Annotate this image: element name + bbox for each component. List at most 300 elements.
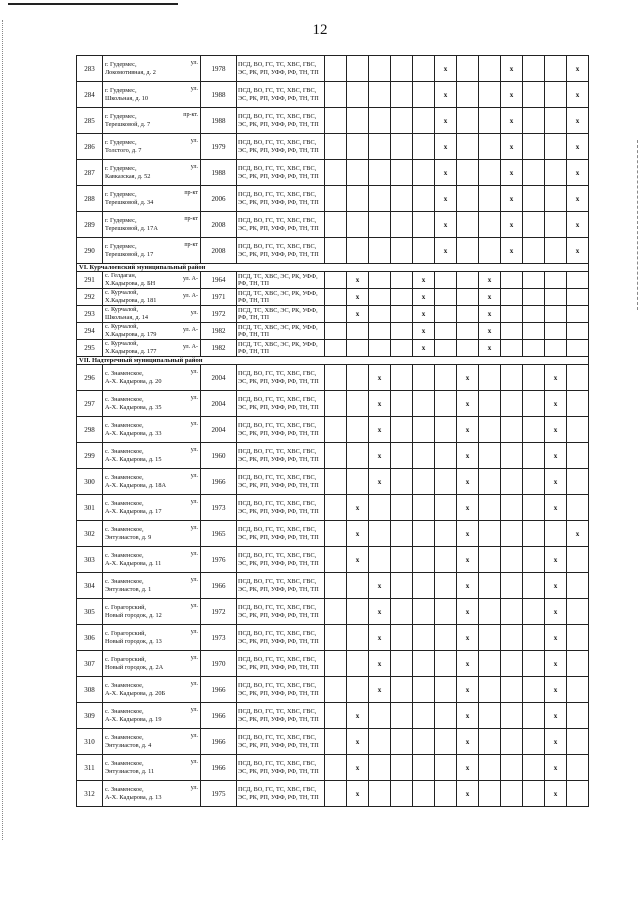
mark-cell [413,212,435,238]
street-type: ул. [190,499,198,505]
table-row [77,108,589,134]
mark-cell-x: x [545,391,567,417]
mark-cell-x: x [347,306,369,323]
mark-cell [391,340,413,357]
year-cell: 1972 [201,306,237,323]
mark-cell [325,781,347,807]
mark-cell-x: x [545,729,567,755]
mark-cell [391,108,413,134]
mark-cell [325,56,347,82]
address-line: А-Х. Кадырова, д. 11 [105,559,162,567]
mark-cell-x: x [435,160,457,186]
mark-cell [457,272,479,289]
mark-cell [391,781,413,807]
year-cell: 1966 [201,755,237,781]
row-number: 308 [77,677,103,703]
street-type: ул. [190,164,198,170]
mark-cell [545,212,567,238]
address-line: с. Знаменское, [105,525,144,533]
mark-cell [479,443,501,469]
mark-cell [325,160,347,186]
mark-cell [501,729,523,755]
year-cell: 1966 [201,677,237,703]
mark-cell [369,340,391,357]
mark-cell [347,417,369,443]
section-title: VI. Курчалоевский муниципальный район [77,264,589,272]
mark-cell [523,755,545,781]
mark-cell [369,238,391,264]
mark-cell [369,108,391,134]
mark-cell [501,391,523,417]
table-row [77,272,589,289]
table-row [77,56,589,82]
year-cell: 1979 [201,134,237,160]
mark-cell [369,521,391,547]
services-cell: ПСД, ВО, ГС, ТС, ХВС, ГВС, ЭС, РК, РП, УФФ, РФ, ТН, ТП [237,547,325,573]
mark-cell [391,160,413,186]
mark-cell [501,625,523,651]
year-cell: 1971 [201,289,237,306]
address-cell [103,677,201,703]
mark-cell [567,625,589,651]
street-type: ул. А- [182,344,198,350]
mark-cell [479,703,501,729]
mark-cell [479,82,501,108]
mark-cell [567,340,589,357]
mark-cell-x: x [435,186,457,212]
mark-cell-x: x [369,365,391,391]
row-number: 286 [77,134,103,160]
mark-cell-x: x [457,651,479,677]
mark-cell-x: x [567,186,589,212]
street-type: ул. [190,577,198,583]
mark-cell [435,625,457,651]
mark-cell [435,755,457,781]
mark-cell [325,306,347,323]
year-cell: 2006 [201,186,237,212]
street-type: пр-кт. [183,112,198,118]
year-cell: 1988 [201,160,237,186]
mark-cell [435,443,457,469]
mark-cell-x: x [369,677,391,703]
row-number: 287 [77,160,103,186]
address-line: Терешковой, д. 7 [105,120,151,128]
mark-cell-x: x [347,495,369,521]
mark-cell [479,108,501,134]
year-cell: 1982 [201,323,237,340]
row-number: 288 [77,186,103,212]
row-number: 310 [77,729,103,755]
address-cell [103,469,201,495]
mark-cell-x: x [545,443,567,469]
mark-cell [457,56,479,82]
address-line: с. Знаменское, [105,577,144,585]
mark-cell [567,289,589,306]
year-cell: 2004 [201,365,237,391]
mark-cell [391,573,413,599]
address-cell [103,391,201,417]
services-cell: ПСД, ВО, ГС, ТС, ХВС, ГВС, ЭС, РК, РП, УФФ, РФ, ТН, ТП [237,443,325,469]
mark-cell [501,323,523,340]
mark-cell-x: x [369,573,391,599]
address-line: с. Знаменское, [105,681,144,689]
mark-cell-x: x [479,340,501,357]
table-row [77,677,589,703]
street-type: ул. А- [182,293,198,299]
services-cell: ПСД, ТС, ХВС, ЭС, РК, УФФ, РФ, ТН, ТП [237,289,325,306]
mark-cell [413,547,435,573]
table-row [77,651,589,677]
mark-cell [457,108,479,134]
address-cell [103,186,201,212]
year-cell: 1973 [201,495,237,521]
address-line: с. Курчалой, [105,340,139,347]
table-row [77,573,589,599]
mark-cell-x: x [369,599,391,625]
mark-cell [325,677,347,703]
address-line: с. Знаменское, [105,785,144,793]
address-cell [103,781,201,807]
address-cell [103,573,201,599]
mark-cell [325,521,347,547]
mark-cell-x: x [501,56,523,82]
year-cell: 1972 [201,599,237,625]
mark-cell-x: x [479,272,501,289]
street-type: ул. [190,395,198,401]
mark-cell [369,289,391,306]
address-line: А-Х. Кадырова, д. 18А [105,481,167,489]
mark-cell [567,599,589,625]
mark-cell [523,82,545,108]
year-cell: 1964 [201,272,237,289]
services-cell: ПСД, ВО, ГС, ТС, ХВС, ГВС, ЭС, РК, РП, УФФ, РФ, ТН, ТП [237,469,325,495]
address-line: г. Гудермес, [105,112,137,120]
row-number: 299 [77,443,103,469]
address-cell [103,703,201,729]
address-line: Энтузиастов, д. 4 [105,741,152,749]
services-cell: ПСД, ВО, ГС, ТС, ХВС, ГВС, ЭС, РК, РП, УФФ, РФ, ТН, ТП [237,573,325,599]
mark-cell [457,340,479,357]
mark-cell [435,703,457,729]
row-number: 290 [77,238,103,264]
mark-cell [523,443,545,469]
mark-cell [413,625,435,651]
mark-cell-x: x [347,703,369,729]
mark-cell [347,186,369,212]
mark-cell [501,781,523,807]
address-cell [103,160,201,186]
mark-cell [435,365,457,391]
street-type: ул. [190,138,198,144]
mark-cell [347,340,369,357]
left-margin-marks [2,20,3,840]
mark-cell [391,56,413,82]
services-cell: ПСД, ТС, ХВС, ЭС, РК, УФФ, РФ, ТН, ТП [237,306,325,323]
mark-cell [347,134,369,160]
mark-cell [523,547,545,573]
services-cell: ПСД, ВО, ГС, ТС, ХВС, ГВС, ЭС, РК, РП, УФФ, РФ, ТН, ТП [237,625,325,651]
mark-cell [347,238,369,264]
mark-cell [457,238,479,264]
mark-cell [457,212,479,238]
address-line: с. Знаменское, [105,707,144,715]
address-cell [103,212,201,238]
table-row [77,547,589,573]
mark-cell [523,599,545,625]
section-title: VII. Надтеречный муниципальный район [77,357,589,365]
mark-cell [545,323,567,340]
mark-cell [545,340,567,357]
mark-cell-x: x [435,56,457,82]
mark-cell [567,495,589,521]
mark-cell [479,521,501,547]
mark-cell [435,547,457,573]
mark-cell-x: x [435,108,457,134]
mark-cell [523,306,545,323]
year-cell: 1988 [201,82,237,108]
mark-cell [479,755,501,781]
mark-cell [435,306,457,323]
mark-cell-x: x [501,212,523,238]
mark-cell [391,677,413,703]
mark-cell [545,134,567,160]
row-number: 294 [77,323,103,340]
address-cell [103,134,201,160]
address-cell [103,82,201,108]
year-cell: 1970 [201,651,237,677]
row-number: 309 [77,703,103,729]
row-number: 297 [77,391,103,417]
mark-cell-x: x [545,677,567,703]
mark-cell [347,651,369,677]
mark-cell [545,186,567,212]
mark-cell [369,134,391,160]
mark-cell [347,56,369,82]
row-number: 289 [77,212,103,238]
mark-cell [413,238,435,264]
mark-cell [391,391,413,417]
table-row [77,599,589,625]
address-line: Х.Кадырова, д. 177 [105,348,157,355]
mark-cell [501,417,523,443]
services-cell: ПСД, ТС, ХВС, ЭС, РК, УФФ, РФ, ТН, ТП [237,323,325,340]
mark-cell [369,272,391,289]
mark-cell-x: x [457,391,479,417]
address-cell [103,108,201,134]
year-cell: 1965 [201,521,237,547]
year-cell: 1978 [201,56,237,82]
table-row [77,340,589,357]
mark-cell-x: x [347,755,369,781]
street-type: ул. [190,447,198,453]
address-line: А-Х. Кадырова, д. 20 [105,377,162,385]
address-line: Терешковой, д. 17 [105,250,154,258]
address-line: с. Знаменское, [105,395,144,403]
table-row [77,289,589,306]
mark-cell [369,703,391,729]
mark-cell [391,289,413,306]
mark-cell [523,323,545,340]
mark-cell-x: x [479,289,501,306]
street-type: ул. [190,369,198,375]
mark-cell [413,469,435,495]
mark-cell [523,417,545,443]
year-cell: 2004 [201,417,237,443]
mark-cell [523,160,545,186]
section-header [77,264,589,272]
mark-cell [325,238,347,264]
table-row [77,781,589,807]
mark-cell [413,521,435,547]
mark-cell [501,443,523,469]
address-line: Локомотивная, д. 2 [105,68,156,76]
mark-cell [369,306,391,323]
mark-cell [347,677,369,703]
mark-cell-x: x [479,306,501,323]
mark-cell [523,289,545,306]
mark-cell [501,272,523,289]
year-cell: 1976 [201,547,237,573]
mark-cell [435,323,457,340]
mark-cell [347,108,369,134]
table-row [77,703,589,729]
mark-cell [369,781,391,807]
street-type: ул. [190,473,198,479]
mark-cell-x: x [545,547,567,573]
services-cell: ПСД, ТС, ХВС, ЭС, РК, УФФ, РФ, ТН, ТП [237,272,325,289]
street-type: ул. [190,733,198,739]
mark-cell-x: x [501,160,523,186]
mark-cell [347,212,369,238]
mark-cell [435,599,457,625]
address-line: с. Курчалой, [105,306,139,313]
table-row [77,625,589,651]
mark-cell-x: x [435,238,457,264]
mark-cell [391,82,413,108]
address-cell [103,651,201,677]
mark-cell [523,238,545,264]
mark-cell [457,306,479,323]
mark-cell [325,289,347,306]
row-number: 285 [77,108,103,134]
mark-cell-x: x [567,160,589,186]
address-line: с. Знаменское, [105,551,144,559]
street-type: ул. [190,603,198,609]
street-type: ул. [190,525,198,531]
mark-cell-x: x [369,625,391,651]
table-row [77,469,589,495]
services-cell: ПСД, ВО, ГС, ТС, ХВС, ГВС, ЭС, РК, РП, УФФ, РФ, ТН, ТП [237,186,325,212]
mark-cell-x: x [457,469,479,495]
mark-cell [391,212,413,238]
address-cell [103,417,201,443]
mark-cell [523,272,545,289]
mark-cell-x: x [369,651,391,677]
mark-cell-x: x [457,703,479,729]
mark-cell [325,365,347,391]
mark-cell [479,134,501,160]
mark-cell [479,365,501,391]
mark-cell [391,521,413,547]
mark-cell [369,755,391,781]
mark-cell-x: x [567,238,589,264]
address-line: с. Знаменское, [105,759,144,767]
services-cell: ПСД, ВО, ГС, ТС, ХВС, ГВС, ЭС, РК, РП, УФФ, РФ, ТН, ТП [237,212,325,238]
address-line: г. Гудермес, [105,216,137,224]
mark-cell [435,391,457,417]
address-line: Школьная, д. 10 [105,94,149,102]
services-cell: ПСД, ВО, ГС, ТС, ХВС, ГВС, ЭС, РК, РП, УФФ, РФ, ТН, ТП [237,651,325,677]
address-line: Школьная, д. 14 [105,314,149,321]
mark-cell-x: x [413,289,435,306]
mark-cell-x: x [567,134,589,160]
mark-cell [413,651,435,677]
mark-cell [567,755,589,781]
mark-cell [413,573,435,599]
mark-cell [545,272,567,289]
mark-cell [325,573,347,599]
mark-cell [567,677,589,703]
mark-cell [457,323,479,340]
year-cell: 1966 [201,703,237,729]
mark-cell [391,547,413,573]
mark-cell [413,417,435,443]
street-type: пр-кт [184,190,198,196]
address-line: Новый городок, д. 2А [105,663,164,671]
mark-cell [523,573,545,599]
mark-cell-x: x [501,108,523,134]
address-line: Толстого, д. 7 [105,146,142,154]
mark-cell [369,495,391,521]
mark-cell [523,56,545,82]
mark-cell-x: x [347,272,369,289]
mark-cell [347,625,369,651]
mark-cell [435,289,457,306]
mark-cell [325,599,347,625]
mark-cell [391,323,413,340]
address-line: г. Гудермес, [105,138,137,146]
row-number: 291 [77,272,103,289]
address-cell [103,599,201,625]
mark-cell [347,599,369,625]
mark-cell [391,238,413,264]
street-type: ул. [190,86,198,92]
mark-cell [523,495,545,521]
mark-cell [325,703,347,729]
table-row [77,365,589,391]
mark-cell-x: x [413,272,435,289]
page-number: 12 [312,22,328,38]
mark-cell [479,781,501,807]
mark-cell [369,212,391,238]
mark-cell-x: x [545,625,567,651]
mark-cell [435,781,457,807]
mark-cell-x: x [435,82,457,108]
mark-cell-x: x [545,599,567,625]
mark-cell-x: x [501,134,523,160]
address-cell [103,306,201,323]
mark-cell [479,212,501,238]
address-line: с. Знаменское, [105,473,144,481]
address-line: с. Горагорский, [105,655,147,663]
mark-cell [435,651,457,677]
address-cell [103,272,201,289]
address-line: с. Горагорский, [105,629,147,637]
year-cell: 1960 [201,443,237,469]
mark-cell-x: x [457,495,479,521]
mark-cell-x: x [501,82,523,108]
table-row [77,134,589,160]
